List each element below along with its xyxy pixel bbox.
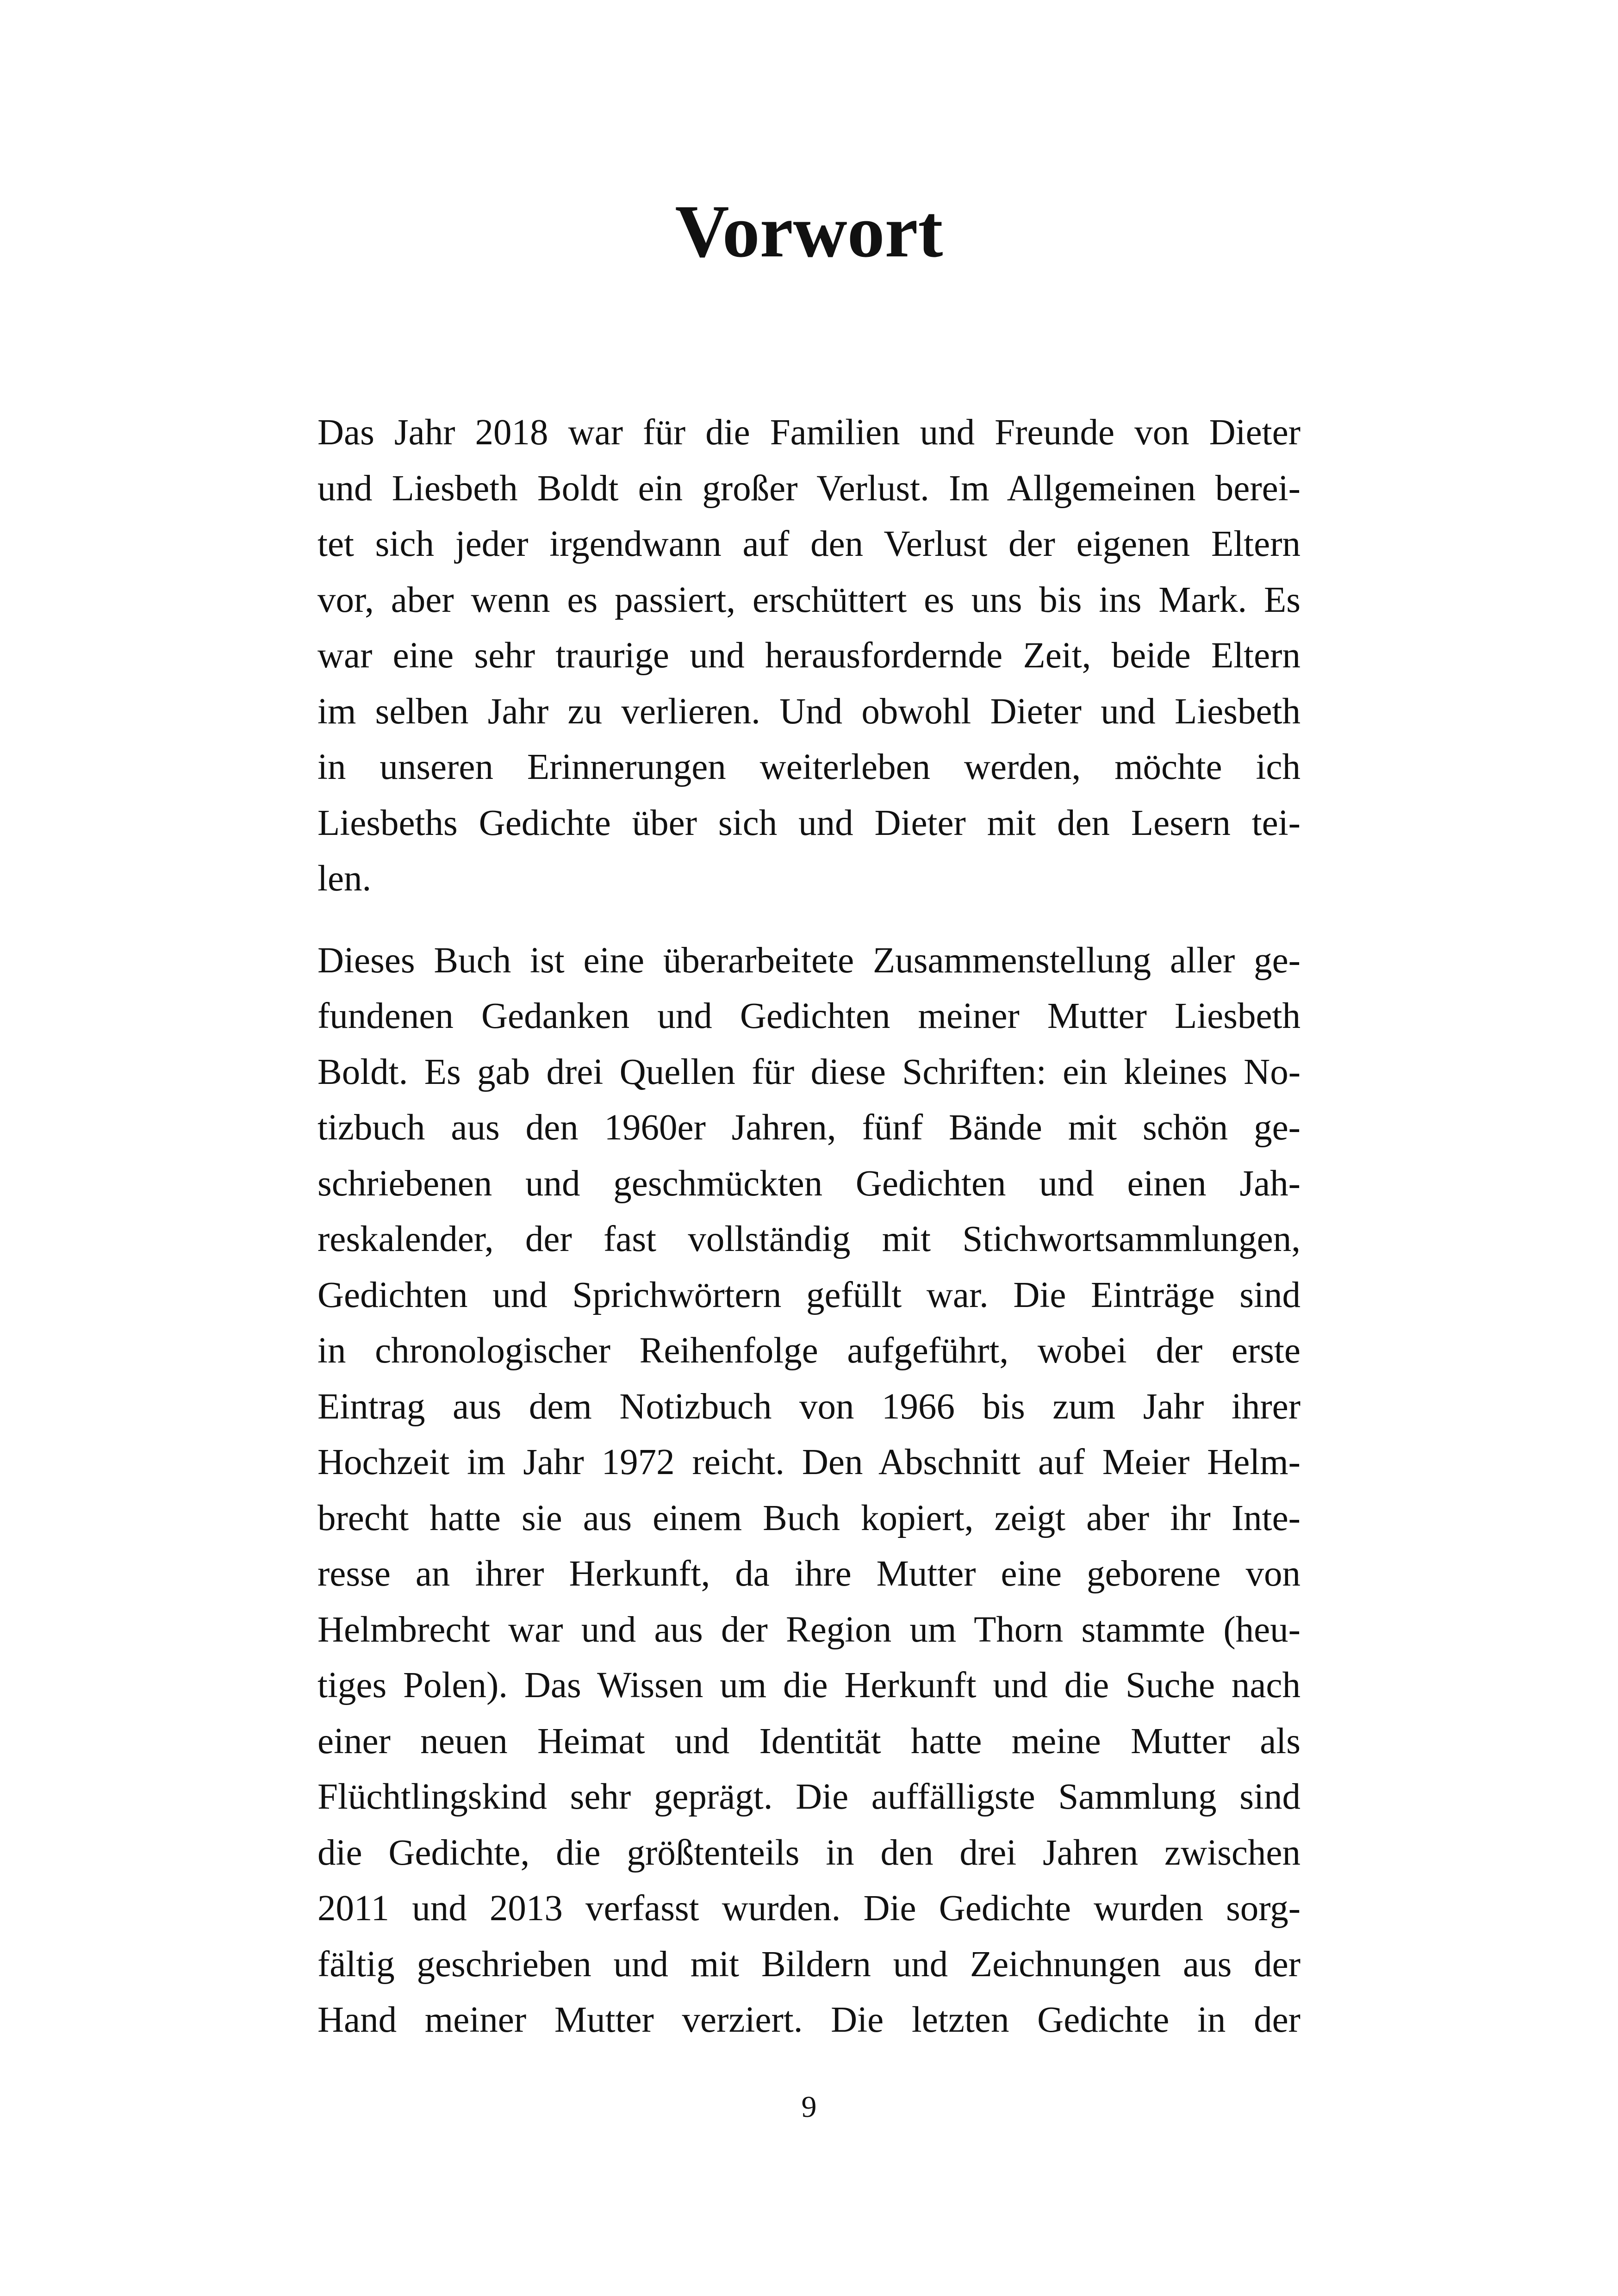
text-line: Eintrag aus dem Notizbuch von 1966 bis zum Jahr ihrer (317, 1386, 1301, 1427)
text-line: in chronologischer Reihenfolge aufgeführt, wobei der erste (317, 1331, 1301, 1371)
text-line: Das Jahr 2018 war für die Familien und Freunde von Dieter (317, 412, 1301, 453)
text-line: fundenen Gedanken und Gedichten meiner Mutter Liesbeth (317, 996, 1301, 1036)
text-line: reskalender, der fast vollständig mit Stichwortsammlungen, (317, 1219, 1301, 1259)
text-line: Boldt. Es gab drei Quellen für diese Schriften: ein kleines No- (317, 1052, 1301, 1092)
text-line: Liesbeths Gedichte über sich und Dieter mit den Lesern tei- (317, 803, 1301, 843)
text-line: tiges Polen). Das Wissen um die Herkunft und die Suche nach (317, 1665, 1301, 1705)
text-line: Hochzeit im Jahr 1972 reicht. Den Abschnitt auf Meier Helm- (317, 1442, 1301, 1482)
text-line: im selben Jahr zu verlieren. Und obwohl Dieter und Liesbeth (317, 691, 1301, 732)
text-line: tizbuch aus den 1960er Jahren, fünf Bände mit schön ge- (317, 1108, 1301, 1148)
page-title: Vorwort (675, 190, 943, 273)
text-line: und Liesbeth Boldt ein großer Verlust. Im Allgemeinen berei- (317, 468, 1301, 509)
text-line: tet sich jeder irgendwann auf den Verlust der eigenen Eltern (317, 524, 1301, 564)
text-line: fältig geschrieben und mit Bildern und Zeichnungen aus der (317, 1944, 1301, 1985)
text-line: len. (317, 859, 372, 899)
paragraph-1 (317, 405, 1301, 907)
text-line: einer neuen Heimat und Identität hatte meine Mutter als (317, 1721, 1301, 1761)
text-line: die Gedichte, die größtenteils in den drei Jahren zwischen (317, 1832, 1301, 1873)
text-line: schriebenen und geschmückten Gedichten und einen Jah- (317, 1163, 1301, 1204)
text-line: Flüchtlingskind sehr geprägt. Die auffälligste Sammlung sind (317, 1777, 1301, 1817)
text-line: 2011 und 2013 verfasst wurden. Die Gedichte wurden sorg- (317, 1888, 1301, 1929)
paragraph-2 (317, 933, 1301, 2048)
body-text (317, 405, 1301, 2074)
text-line: Dieses Buch ist eine überarbeitete Zusammenstellung aller ge- (317, 940, 1301, 981)
text-line: war eine sehr traurige und herausfordernde Zeit, beide Eltern (317, 635, 1301, 676)
text-line: Gedichten und Sprichwörtern gefüllt war. Die Einträge sind (317, 1275, 1301, 1315)
text-line: brecht hatte sie aus einem Buch kopiert, zeigt aber ihr Inte- (317, 1498, 1301, 1538)
text-line: Hand meiner Mutter verziert. Die letzten Gedichte in der (317, 2000, 1301, 2040)
text-line: vor, aber wenn es passiert, erschüttert es uns bis ins Mark. Es (317, 579, 1301, 620)
text-line: Helmbrecht war und aus der Region um Thorn stammte (heu- (317, 1609, 1301, 1650)
page-number: 9 (801, 2090, 817, 2124)
text-line: resse an ihrer Herkunft, da ihre Mutter eine geborene von (317, 1554, 1301, 1594)
text-line: in unseren Erinnerungen weiterleben werden, möchte ich (317, 747, 1301, 787)
